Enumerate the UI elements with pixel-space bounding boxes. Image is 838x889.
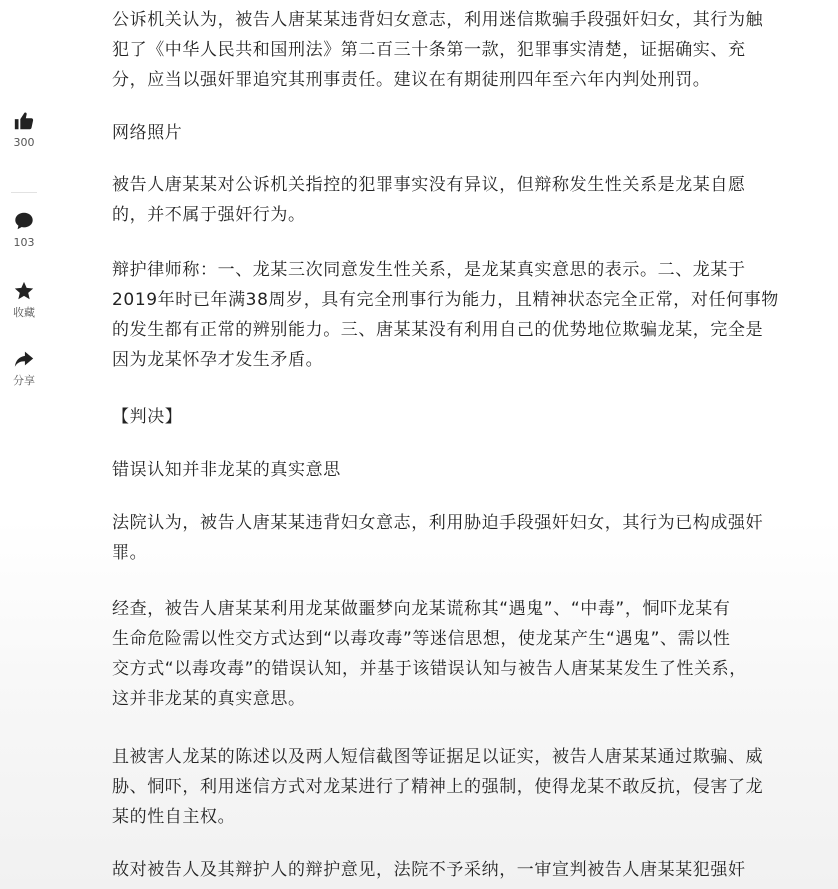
share-button[interactable] [0, 348, 48, 388]
text-line: 2019年时已年满38周岁，具有完全刑事行为能力，且精神状态完全正常，对任何事物 [112, 290, 779, 310]
text-line: 【判决】 [112, 407, 183, 427]
text-line: 且被害人龙某的陈述以及两人短信截图等证据足以证实，被告人唐某某通过欺骗、威 [112, 747, 764, 767]
investigation-paragraph [112, 594, 830, 714]
text-line: 辩护律师称：一、龙某三次同意发生性关系，是龙某真实意思的表示。二、龙某于 [112, 260, 746, 280]
judgment-paragraph [112, 855, 830, 885]
text-line: 这并非龙某的真实意思。 [112, 689, 306, 709]
text-line: 分，应当以强奸罪追究其刑事责任。建议在有期徒刑四年至六年内判处刑罚。 [112, 70, 711, 90]
evidence-paragraph [112, 742, 830, 832]
comment-count: 103 [13, 236, 35, 249]
image-caption [112, 118, 830, 148]
text-line: 某的性自主权。 [112, 807, 236, 827]
prosecution-opinion-paragraph [112, 5, 830, 95]
comment-button[interactable] [0, 210, 48, 250]
text-line: 被告人唐某某对公诉机关指控的犯罪事实没有异议，但辩称发生性关系是龙某自愿 [112, 175, 746, 195]
text-line: 法院认为，被告人唐某某违背妇女意志，利用胁迫手段强奸妇女，其行为已构成强奸 [112, 513, 764, 533]
text-line: 罪。 [112, 543, 148, 563]
like-button[interactable] [0, 110, 48, 150]
defendant-statement-paragraph [112, 170, 830, 230]
defense-lawyer-paragraph [112, 255, 830, 375]
star-icon [13, 280, 35, 302]
thumbs-up-icon [13, 110, 35, 132]
favorite-button[interactable] [0, 280, 48, 320]
like-count: 300 [13, 136, 35, 149]
text-line: 交方式“以毒攻毒”的错误认知，并基于该错误认知与被告人唐某某发生了性关系， [112, 659, 747, 679]
text-line: 犯了《中华人民共和国刑法》第二百三十条第一款，犯罪事实清楚，证据确实、充 [112, 40, 746, 60]
verdict-heading [112, 402, 830, 432]
text-line: 的发生都有正常的辨别能力。三、唐某某没有利用自己的优势地位欺骗龙某，完全是 [112, 320, 764, 340]
text-line: 经查，被告人唐某某利用龙某做噩梦向龙某谎称其“遇鬼”、“中毒”，恫吓龙某有 [112, 599, 731, 619]
text-line: 公诉机关认为，被告人唐某某违背妇女意志，利用迷信欺骗手段强奸妇女，其行为触 [112, 10, 764, 30]
share-label: 分享 [13, 374, 35, 387]
text-line: 生命危险需以性交方式达到“以毒攻毒”等迷信思想，使龙某产生“遇鬼”、需以性 [112, 629, 731, 649]
action-divider [11, 192, 37, 193]
text-line: 因为龙某怀孕才发生矛盾。 [112, 350, 324, 370]
favorite-label: 收藏 [13, 306, 35, 319]
text-line: 网络照片 [112, 123, 183, 143]
court-opinion-paragraph [112, 508, 830, 568]
text-line: 的，并不属于强奸行为。 [112, 205, 306, 225]
share-arrow-icon [13, 348, 35, 370]
section-subheading [112, 455, 830, 485]
text-line: 胁、恫吓，利用迷信方式对龙某进行了精神上的强制，使得龙某不敢反抗，侵害了龙 [112, 777, 764, 797]
text-line: 错误认知并非龙某的真实意思 [112, 460, 341, 480]
text-line: 故对被告人及其辩护人的辩护意见，法院不予采纳，一审宣判被告人唐某某犯强奸 [112, 860, 746, 880]
comment-bubble-icon [13, 210, 35, 232]
